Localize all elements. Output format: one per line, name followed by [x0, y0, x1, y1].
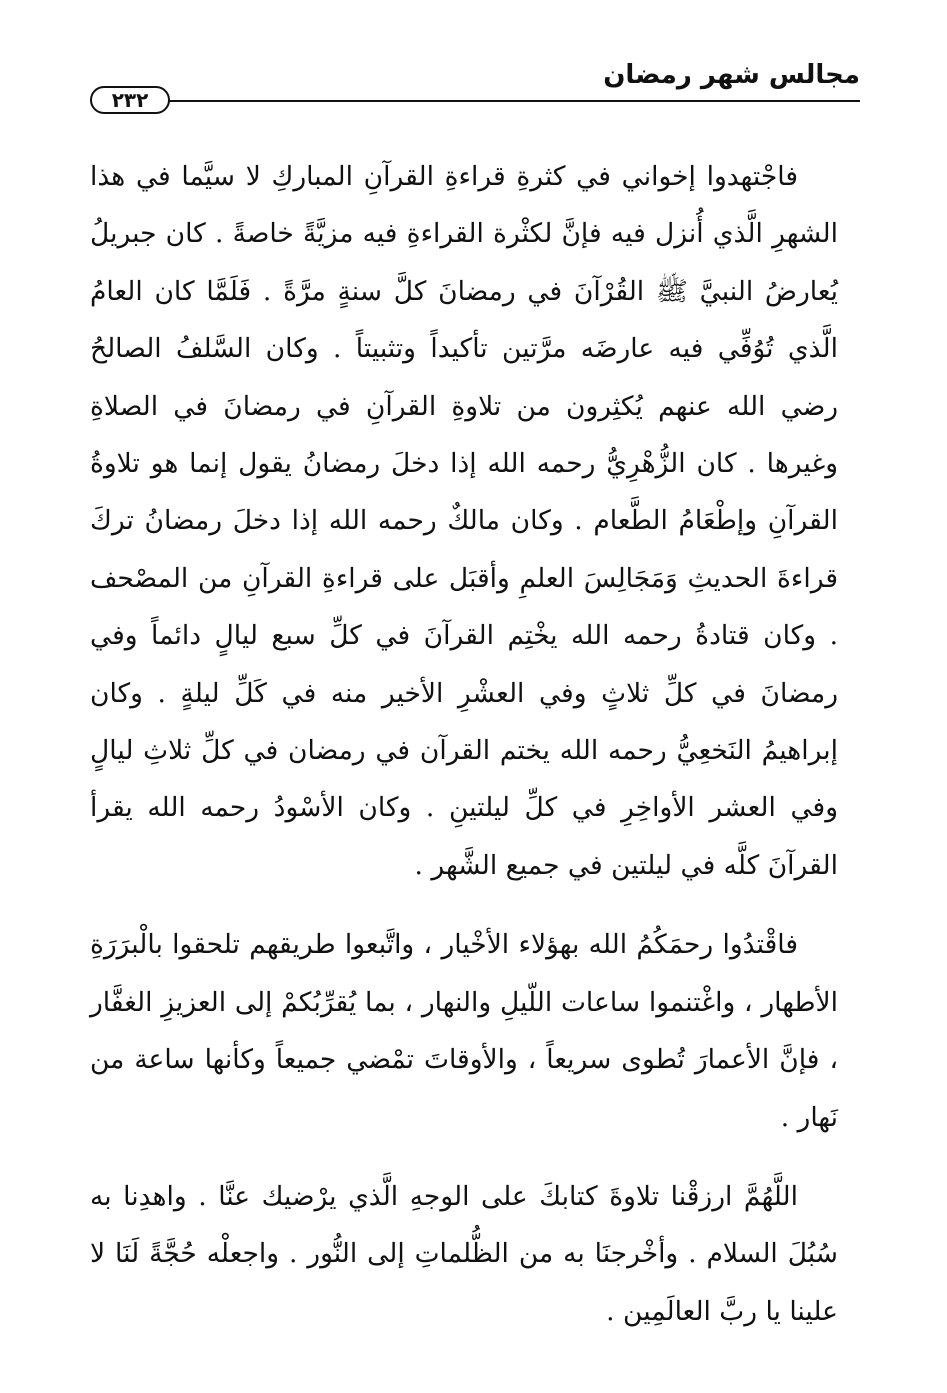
- page-number: ٢٣٢: [90, 86, 170, 114]
- paragraph: اللَّهُمَّ ارزقْنا تلاوةَ كتابكَ على الوجهِ الَّذي يرْضيك عنَّا . واهدِنا به سُبُلَ السلام . وأخْرجنَا به من الظُّلماتِ إلى النُّور . واجعلْه حُجَّةً لَنَا لا علينا يا ربَّ العالَمِين .: [90, 1180, 838, 1327]
- page-header: [90, 58, 860, 118]
- page-body: [90, 148, 838, 1340]
- header-rule: [168, 100, 860, 102]
- paragraph: فاجْتهدوا إخواني في كثرةِ قراءةِ القرآنِ المباركِ لا سيَّما في هذا الشهرِ الَّذي أُنزل فيه فإنَّ لكثْرة القراءةِ فيه مزيَّةً خاصةً . كان جبريلُ يُعارضُ النبيَّ ﷺ القُرْآنَ في رمضانَ كلَّ سنةٍ مرَّةً . فَلَمَّا كان العامُ الَّذي تُوُفِّي فيه عارضَه مرَّتين تأكيداً وتثبيتاً . وكان السَّلفُ الصالحُ رضي الله عنهم يُكثِرون من تلاوةِ القرآنِ في رمضانَ في الصلاةِ وغيرها . كان الزُّهْرِيُّ رحمه الله إذا دخلَ رمضانُ يقول إنما هو تلاوةُ القرآنِ وإطْعَامُ الطَّعام . وكان مالكٌ رحمه الله إذا دخلَ رمضانُ تركَ قراءةَ الحديثِ وَمَجَالِسَ العلمِ وأقبَل على قراءةِ القرآنِ من المصْحف . وكان قتادةُ رحمه الله يخْتِم القرآنَ في كلِّ سبع ليالٍ دائماً وفي رمضانَ في كلِّ ثلاثٍ وفي العشْرِ الأخير منه في كَلِّ ليلةٍ . وكان إبراهيمُ النَخعِيُّ رحمه الله يختم القرآن في رمضان في كلِّ ثلاثِ ليالٍ وفي العشر الأواخِرِ في كلِّ ليلتينِ . وكان الأسْودُ رحمه الله يقرأ القرآنَ كلَّه في ليلتين في جميع الشَّهر .: [90, 161, 838, 881]
- running-title: مجالس شهر رمضان: [603, 60, 860, 90]
- paragraph: فاقْتدُوا رحمَكُمُ الله بهؤلاء الأخْيار ، واتَّبعوا طريقهم تلحقوا بالْبرَرَةِ الأطهار ، واغْتنموا ساعات اللّيلِ والنهار ، بما يُقرِّبُكمْ إلى العزيزِ الغفَّار ، فإنَّ الأعمارَ تُطوى سريعاً ، والأوقاتَ تمْضي جميعاً وكأنها ساعة من نَهار .: [90, 929, 838, 1133]
